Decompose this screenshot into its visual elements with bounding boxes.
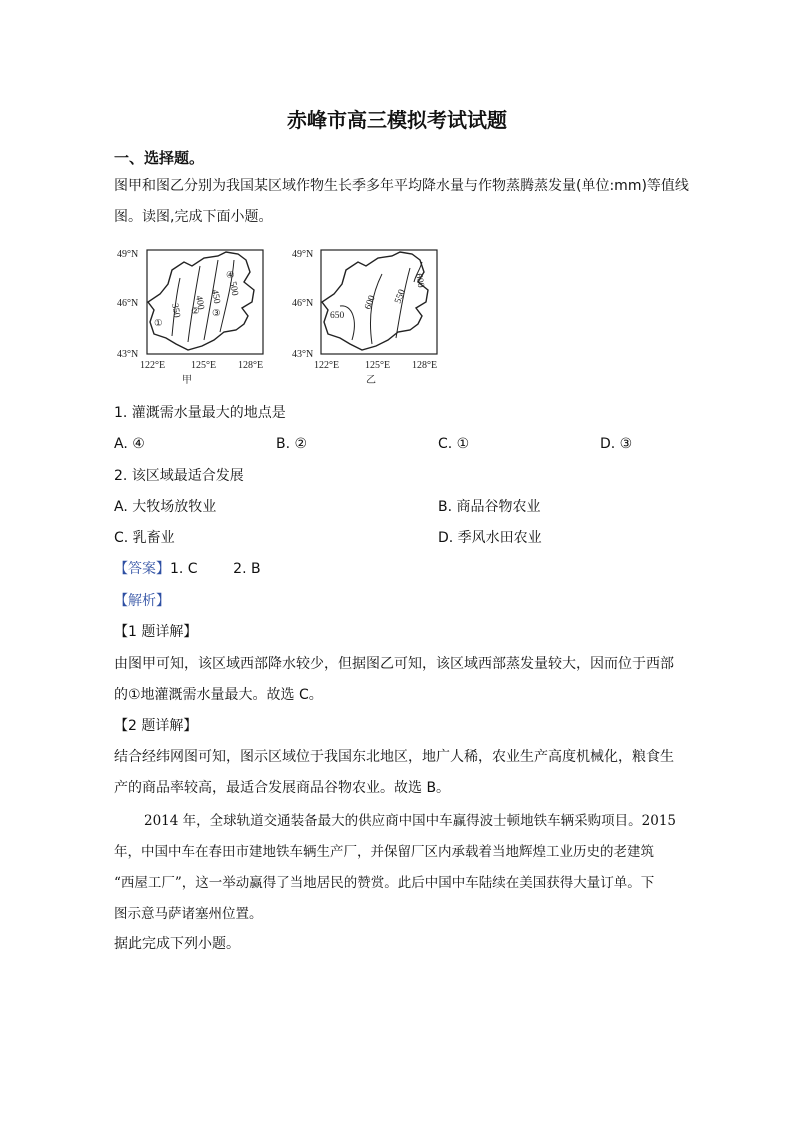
map-jia-label-450: 450: [209, 288, 222, 305]
answer-label: 【答案】: [114, 561, 170, 577]
section-heading: 一、选择题。: [114, 149, 205, 167]
detail1-label: 【1 题详解】: [114, 624, 198, 640]
map-yi-label-650: 650: [330, 311, 345, 321]
map-jia-label-400: 400: [193, 294, 206, 311]
contour-maps-figure: [114, 244, 454, 393]
detail2-line-2: 产的商品率较高，最适合发展商品谷物农业。故选 B。: [114, 780, 451, 796]
q2-option-c[interactable]: C. 乳畜业: [114, 530, 175, 546]
map-jia-point-3: ③: [212, 309, 221, 319]
map-jia-label-350: 350: [169, 302, 182, 319]
map-yi-lat-49: 49°N: [292, 249, 314, 260]
map-yi-lat-43: 43°N: [292, 349, 314, 360]
map-yi-lat-46: 46°N: [292, 298, 314, 309]
map-jia-point-4: ④: [226, 271, 235, 281]
passage-line-4: 图示意马萨诸塞州位置。: [114, 906, 263, 922]
detail2-label: 【2 题详解】: [114, 718, 198, 734]
map-jia-lat-49: 49°N: [117, 249, 139, 260]
q1-option-a[interactable]: A. ④: [114, 436, 145, 452]
closing-instruction: 据此完成下列小题。: [114, 936, 240, 952]
map-yi-lon-122: 122°E: [314, 360, 340, 371]
intro-line-2: 图。读图,完成下面小题。: [114, 209, 273, 225]
answer-text: 1. C 2. B: [170, 561, 261, 577]
passage-line-2: 年，中国中车在春田市建地铁车辆生产厂，并保留厂区内承载着当地辉煌工业历史的老建筑: [114, 844, 654, 860]
map-yi-label-600: 600: [363, 294, 378, 312]
detail2-line-1: 结合经纬网图可知，图示区域位于我国东北地区，地广人稀，农业生产高度机械化，粮食生: [114, 749, 674, 765]
map-jia-lon-122: 122°E: [140, 360, 166, 371]
map-yi: [292, 249, 437, 386]
map-jia-caption: 甲: [182, 375, 192, 386]
q2-option-d[interactable]: D. 季风水田农业: [438, 530, 542, 546]
passage-line-1: 2014 年，全球轨道交通装备最大的供应商中国中车赢得波士顿地铁车辆采购项目。2015: [144, 813, 677, 829]
answer-row: [114, 559, 261, 579]
map-jia: [117, 249, 263, 386]
q1-option-b[interactable]: B. ②: [276, 436, 308, 452]
q2-option-b[interactable]: B. 商品谷物农业: [438, 499, 541, 515]
intro-line-1: 图甲和图乙分别为我国某区域作物生长季多年平均降水量与作物蒸腾蒸发量(单位:mm)等值线: [114, 178, 689, 194]
map-yi-caption: 乙: [366, 375, 376, 386]
q2-stem: 2. 该区域最适合发展: [114, 468, 244, 484]
map-jia-lon-125: 125°E: [191, 360, 217, 371]
map-yi-lon-128: 128°E: [412, 360, 438, 371]
q1-option-c[interactable]: C. ①: [438, 436, 470, 452]
detail1-line-1: 由图甲可知，该区域西部降水较少，但据图乙可知，该区域西部蒸发量较大，因而位于西部: [114, 656, 674, 672]
passage-line-3: “西屋工厂”，这一举动赢得了当地居民的赞赏。此后中国中车陆续在美国获得大量订单。下: [114, 875, 655, 891]
analysis-label: 【解析】: [114, 593, 170, 609]
map-jia-lon-128: 128°E: [238, 360, 264, 371]
q1-option-d[interactable]: D. ③: [600, 436, 633, 452]
detail1-line-2: 的①地灌溉需水量最大。故选 C。: [114, 687, 323, 703]
q2-option-a[interactable]: A. 大牧场放牧业: [114, 499, 217, 515]
map-yi-label-600-east: 600: [413, 272, 426, 289]
map-jia-label-500: 500: [227, 280, 240, 297]
q1-stem: 1. 灌溉需水量最大的地点是: [114, 405, 286, 421]
map-jia-point-2: ②: [191, 307, 200, 317]
map-jia-point-1: ①: [154, 319, 163, 329]
map-yi-label-550: 550: [393, 288, 408, 306]
map-jia-lat-46: 46°N: [117, 298, 139, 309]
page-title: 赤峰市高三模拟考试试题: [287, 108, 507, 132]
map-yi-lon-125: 125°E: [365, 360, 391, 371]
map-jia-lat-43: 43°N: [117, 349, 139, 360]
